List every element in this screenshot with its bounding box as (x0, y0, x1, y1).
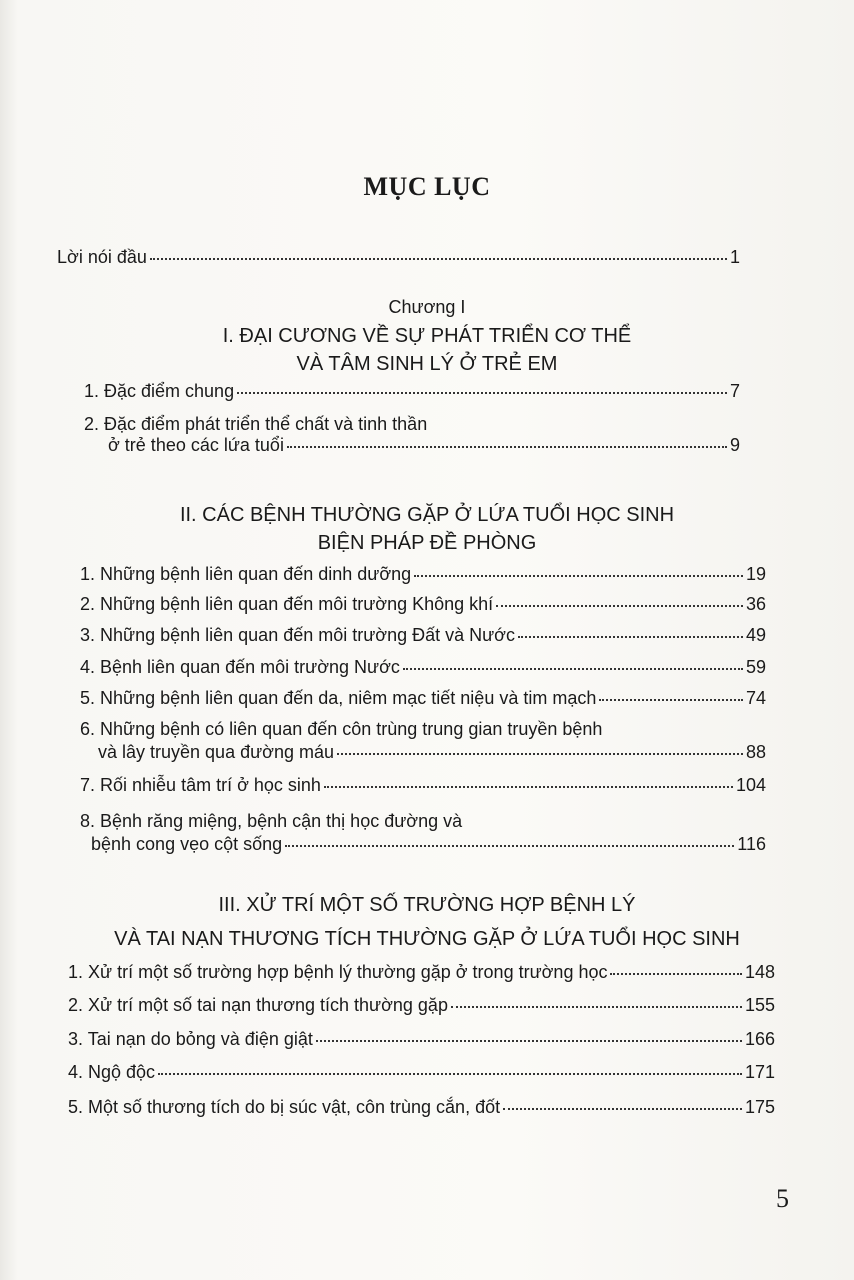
toc-entry (68, 961, 775, 983)
dot-leader (414, 575, 743, 577)
dot-leader (599, 699, 743, 701)
toc-entry-label: 3. Tai nạn do bỏng và điện giật (68, 1029, 313, 1049)
toc-entry (84, 380, 740, 402)
toc-entry (80, 593, 766, 615)
toc-entry-page: 171 (744, 1062, 775, 1082)
dot-leader (610, 973, 741, 975)
toc-entry-page: 1 (729, 247, 740, 267)
section-heading: BIỆN PHÁP ĐỀ PHÒNG (317, 532, 537, 554)
toc-entry-page: 166 (744, 1029, 775, 1049)
toc-entry-label: 2. Xử trí một số tai nạn thương tích thường gặp (68, 995, 448, 1015)
section-heading: II. CÁC BỆNH THƯỜNG GẶP Ở LỨA TUỔI HỌC SINH (179, 504, 675, 526)
section-heading: I. ĐẠI CƯƠNG VỀ SỰ PHÁT TRIỂN CƠ THỂ (222, 325, 632, 347)
toc-entry-label: 4. Bệnh liên quan đến môi trường Nước (80, 657, 400, 677)
toc-entry-page: 116 (737, 834, 766, 854)
toc-entry-label: ở trẻ theo các lứa tuổi (108, 435, 284, 455)
toc-entry-label: 1. Những bệnh liên quan đến dinh dưỡng (80, 564, 412, 584)
toc-entry-label: và lây truyền qua đường máu (98, 742, 334, 762)
toc-entry (80, 624, 766, 646)
toc-entry-page: 175 (744, 1097, 775, 1117)
toc-entry (68, 1061, 775, 1083)
section-heading: VÀ TÂM SINH LÝ Ở TRẺ EM (296, 353, 558, 375)
toc-entry-label-line1: 2. Đặc điểm phát triển thể chất và tinh thần (84, 414, 428, 434)
dot-leader (496, 605, 743, 607)
toc-entry-label: 5. Những bệnh liên quan đến da, niêm mạc tiết niệu và tim mạch (80, 688, 597, 708)
dot-leader (150, 258, 727, 260)
toc-entry-page: 148 (744, 962, 775, 982)
toc-entry-page: 7 (729, 381, 740, 401)
toc-entry-label: 7. Rối nhiễu tâm trí ở học sinh (80, 775, 321, 795)
toc-entry (91, 833, 766, 855)
toc-entry (80, 563, 766, 585)
toc-entry-page: 49 (745, 625, 766, 645)
section-heading: VÀ TAI NẠN THƯƠNG TÍCH THƯỜNG GẶP Ở LỨA TUỔI HỌC SINH (114, 928, 740, 950)
toc-entry-label-line1: 8. Bệnh răng miệng, bệnh cận thị học đường và (80, 811, 463, 831)
toc-entry-label: 2. Những bệnh liên quan đến môi trường Không khí (80, 594, 494, 614)
dot-leader (503, 1108, 742, 1110)
toc-entry-label: 3. Những bệnh liên quan đến môi trường Đất và Nước (80, 625, 515, 645)
dot-leader (324, 786, 733, 788)
toc-entry-page: 36 (745, 594, 766, 614)
dot-leader (285, 845, 734, 847)
toc-entry-page: 19 (745, 564, 766, 584)
toc-entry (68, 1028, 775, 1050)
toc-entry-label: 4. Ngộ độc (68, 1062, 156, 1082)
toc-entry (108, 434, 740, 456)
toc-entry-page: 9 (729, 435, 740, 455)
toc-entry-label: 1. Đặc điểm chung (84, 381, 235, 401)
dot-leader (451, 1006, 742, 1008)
toc-entry (68, 1096, 775, 1118)
toc-entry (80, 687, 766, 709)
toc-entry (98, 741, 766, 763)
toc-entry-page: 104 (735, 775, 766, 795)
section-heading: III. XỬ TRÍ MỘT SỐ TRƯỜNG HỢP BỆNH LÝ (218, 894, 636, 916)
dot-leader (237, 392, 727, 394)
dot-leader (158, 1073, 742, 1075)
toc-entry-page: 88 (745, 742, 766, 762)
dot-leader (316, 1040, 742, 1042)
toc-entry-page: 74 (745, 688, 766, 708)
toc-entry-label: Lời nói đầu (57, 247, 147, 267)
toc-entry-label: 1. Xử trí một số trường hợp bệnh lý thường gặp ở trong trường học (68, 962, 608, 982)
chapter-label: Chương I (388, 297, 466, 317)
page-number: 5 (776, 1184, 789, 1213)
dot-leader (287, 446, 727, 448)
toc-entry-page: 59 (745, 657, 766, 677)
dot-leader (403, 668, 743, 670)
toc-entry-label: 5. Một số thương tích do bị súc vật, côn trùng cắn, đốt (68, 1097, 501, 1117)
toc-entry (80, 774, 766, 796)
dot-leader (337, 753, 743, 755)
toc-entry-preface (57, 246, 740, 268)
dot-leader (518, 636, 743, 638)
toc-entry-label: bệnh cong vẹo cột sống (91, 834, 283, 854)
page-title: MỤC LỤC (363, 172, 491, 201)
toc-entry (68, 994, 775, 1016)
toc-entry-label-line1: 6. Những bệnh có liên quan đến côn trùng trung gian truyền bệnh (80, 719, 603, 739)
toc-entry-page: 155 (744, 995, 775, 1015)
toc-entry (80, 656, 766, 678)
